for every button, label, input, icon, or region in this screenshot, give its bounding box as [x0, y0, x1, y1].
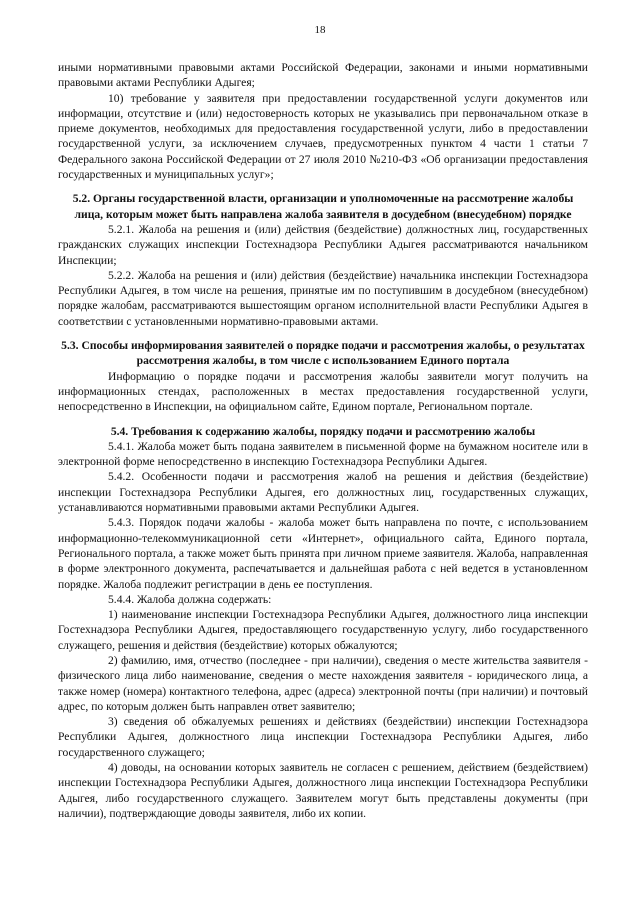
list-item: 2) фамилию, имя, отчество (последнее - при наличии), сведения о месте жительства заявителя - физического лица либо наименование, сведения о месте нахождения заявителя - юридического лица, а также номер (номера) контактного телефона, адрес (адреса) электронной почты (при наличии) и почтовый адрес, по которым должен быть направлен ответ заявителю; [58, 653, 588, 713]
paragraph: Информацию о порядке подачи и рассмотрения жалобы заявители могут получить на информационных стендах, расположенных в местах предоставления государственной услуги, непосредственно в Инспекции, на официальном сайте, Едином портале, Региональном портале. [58, 369, 588, 414]
section-heading-5-3: 5.3. Способы информирования заявителей о порядке подачи и рассмотрения жалобы, о результатах рассмотрения жалобы, в том числе с использованием Единого портала [61, 339, 585, 368]
paragraph: 5.2.2. Жалоба на решения и (или) действия (бездействие) начальника инспекции Гостехнадзора Республики Адыгея, в том числе на решения, принятые им по поступившим в досудебном (внесудебном) порядке жалобам, рассматриваются вышестоящим органом исполнительной власти Республики Адыгея в соответствии с установленными нормативно-правовыми актами. [58, 268, 588, 328]
section-heading-5-2: 5.2. Органы государственной власти, организации и уполномоченные на рассмотрение жалобы лица, которым может быть направлена жалоба заявителя в досудебном (внесудебном) порядке [72, 192, 574, 221]
section-heading-5-4: 5.4. Требования к содержанию жалобы, порядку подачи и рассмотрению жалобы [110, 424, 536, 438]
paragraph: 5.4.1. Жалоба может быть подана заявителем в письменной форме на бумажном носителе или в электронной форме непосредственно в инспекцию Гостехнадзора Республики Адыгея. [58, 439, 588, 469]
list-item: 4) доводы, на основании которых заявитель не согласен с решением, действием (бездействием) инспекции Гостехнадзора Республики Адыгея, должностного лица инспекции Гостехнадзора Республики Адыгея, либо государственного служащего. Заявителем могут быть представлены документы (при наличии), подтверждающие доводы заявителя, либо их копии. [58, 761, 588, 820]
paragraph: 10) требование у заявителя при предоставлении государственной услуги документов или информации, отсутствие и (или) недостоверность которых не указывались при первоначальном отказе в приеме документов, необходимых для предоставления государственной услуги, либо в предоставлении государственной услуги, за исключением случаев, предусмотренных пунктом 4 части 1 статьи 7 Федерального закона Российской Федерации от 27 июля 2010 №210-ФЗ «Об организации предоставления государственных и муниципальных услуг»; [58, 91, 588, 182]
page-content [58, 60, 588, 821]
paragraph: 5.2.1. Жалоба на решения и (или) действия (бездействие) должностных лиц, государственных гражданских служащих инспекции Гостехнадзора Республики Адыгея рассматриваются начальником Инспекции; [58, 222, 588, 267]
list-item: 3) сведения об обжалуемых решениях и действиях (бездействии) инспекции Гостехнадзора Республики Адыгея, должностного лица инспекции Гостехнадзора Республики Адыгея, либо государственного служащего; [58, 715, 588, 759]
page-number: 18 [314, 24, 326, 36]
paragraph: 5.4.4. Жалоба должна содержать: [108, 592, 272, 606]
paragraph: 5.4.2. Особенности подачи и рассмотрения жалоб на решения и действия (бездействие) инспекции Гостехнадзора Республики Адыгея, его должностных лиц, государственных служащих, устанавливаются нормативными правовыми актами Республики Адыгея. [58, 470, 588, 515]
paragraph: иными нормативными правовыми актами Российской Федерации, законами и иными нормативными правовыми актами Республики Адыгея; [58, 61, 588, 90]
list-item: 1) наименование инспекции Гостехнадзора Республики Адыгея, должностного лица инспекции Гостехнадзора Республики Адыгея, предоставляющего государственную услугу, либо государственного служащего, решения и действия (бездействие) которых обжалуются; [58, 608, 588, 652]
paragraph: 5.4.3. Порядок подачи жалобы - жалоба может быть направлена по почте, с использованием информационно-телекоммуникационной сети «Интернет», официального сайта, Единого портала, Регионального портала, а также может быть принята при личном приеме заявителя. Жалоба, направленная в форме электронного документа, распечатывается и дальнейшая работа с ней ведется в установленном порядке. Жалоба подлежит регистрации в день ее поступления. [58, 516, 588, 591]
